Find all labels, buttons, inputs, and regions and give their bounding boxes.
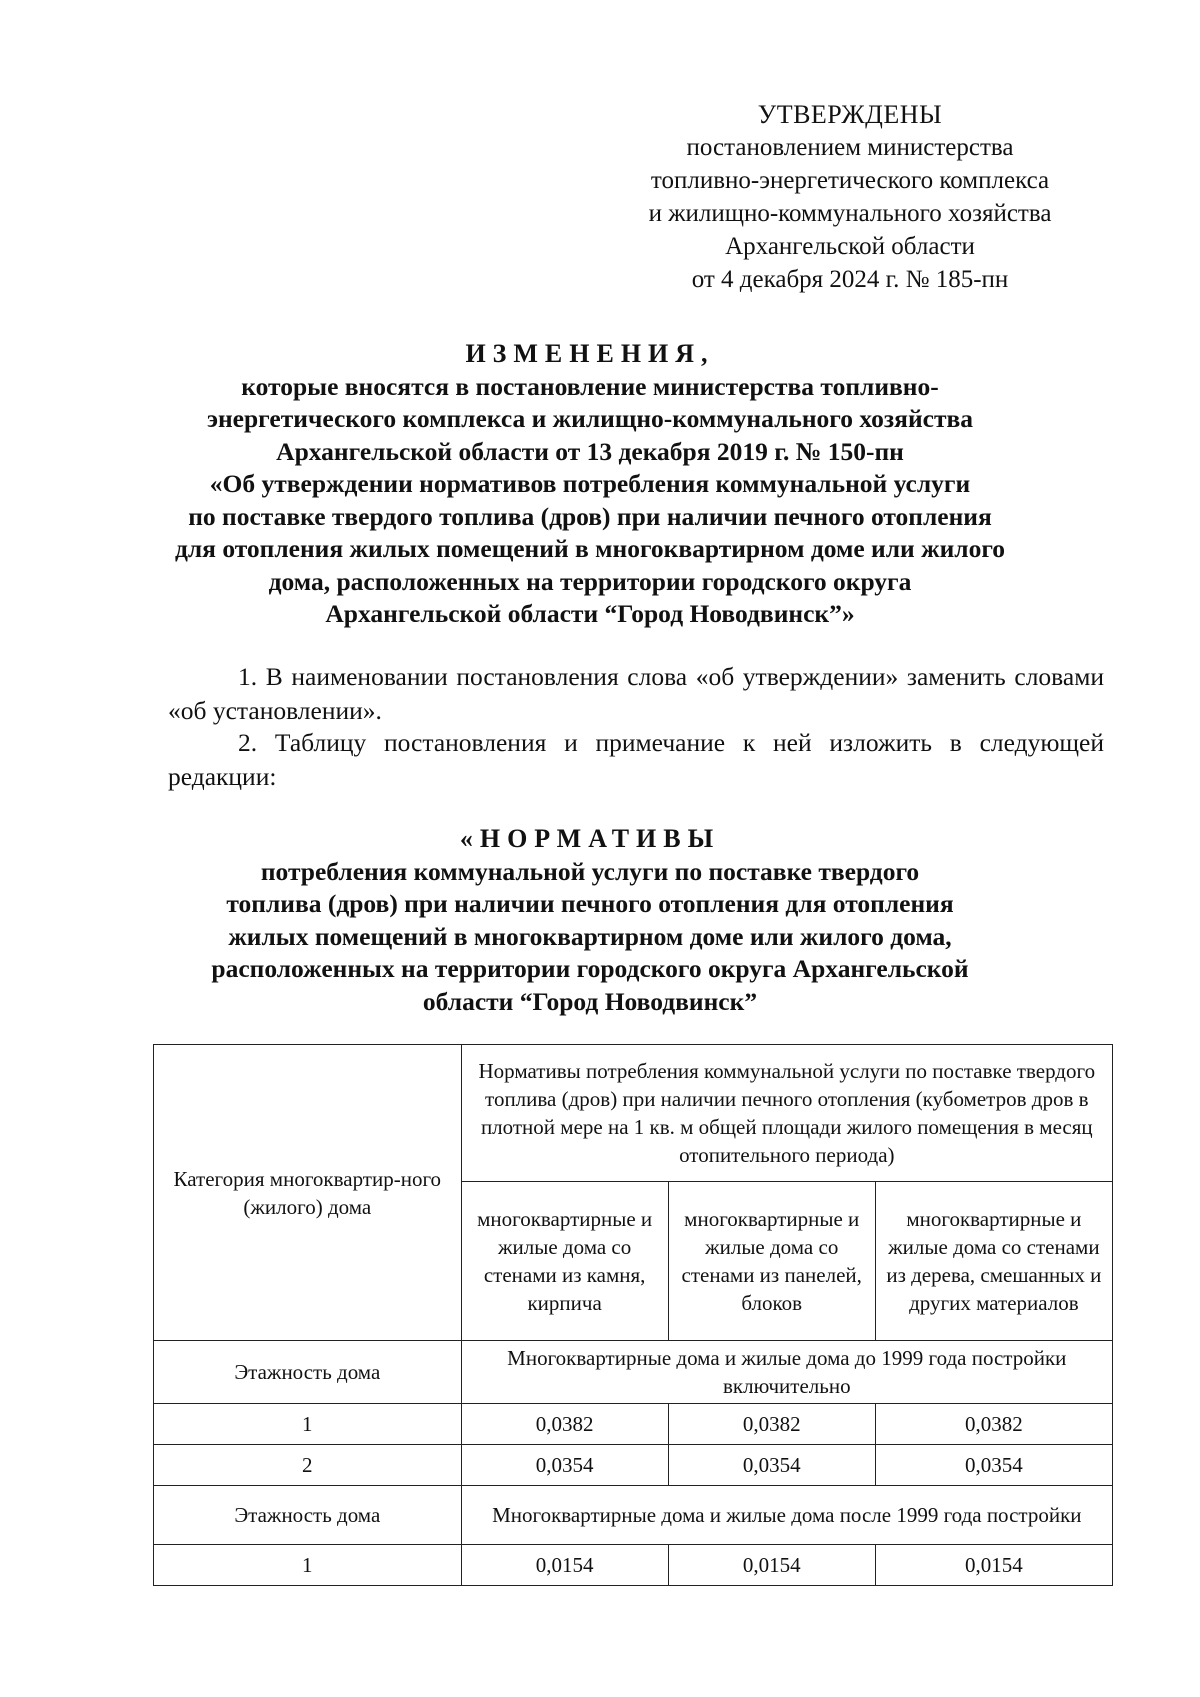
value-cell: 0,0382 bbox=[875, 1404, 1112, 1445]
category-header: Категория многоквартир-ного (жилого) дома bbox=[154, 1045, 462, 1341]
changes-line: Архангельской области от 13 декабря 2019 г. № 150-пн bbox=[276, 436, 904, 466]
floors-cell: 1 bbox=[154, 1404, 462, 1445]
paragraph-2-text: 2. Таблицу постановления и примечание к ней изложить в следующей редакции: bbox=[168, 728, 1104, 791]
approval-line: топливно-энергетического комплекса bbox=[650, 167, 1050, 194]
section-row bbox=[154, 1341, 1113, 1404]
value-cell: 0,0154 bbox=[875, 1545, 1112, 1586]
section-label: Этажность дома bbox=[154, 1341, 462, 1404]
floors-cell: 2 bbox=[154, 1445, 462, 1486]
changes-line: для отопления жилых помещений в многоквартирном доме или жилого bbox=[174, 534, 1006, 563]
changes-block bbox=[150, 338, 1030, 631]
floors-cell: 1 bbox=[154, 1545, 462, 1586]
approval-line: постановлением министерства bbox=[686, 134, 1014, 161]
norms-line: расположенных на территории городского округа Архангельской bbox=[211, 954, 969, 983]
value-cell: 0,0354 bbox=[461, 1445, 668, 1486]
norms-table bbox=[153, 1044, 1113, 1586]
norms-line: топлива (дров) при наличии печного отопления для отопления bbox=[226, 889, 954, 918]
col-header-stone: многоквартирные и жилые дома со стенами из камня, кирпича bbox=[461, 1182, 668, 1341]
changes-line: энергетического комплекса и жилищно-коммунального хозяйства bbox=[206, 404, 974, 433]
norm-header: Нормативы потребления коммунальной услуги по поставке твердого топлива (дров) при наличии печного отопления (кубометров дров в плотной мере на 1 кв. м общей площади жилого помещения в месяц отопительного периода) bbox=[461, 1045, 1112, 1182]
paragraph-2 bbox=[168, 726, 1104, 794]
table-header-row bbox=[154, 1045, 1113, 1182]
changes-line: по поставке твердого топлива (дров) при наличии печного отопления bbox=[188, 501, 992, 531]
changes-line: «Об утверждении нормативов потребления коммунальной услуги bbox=[209, 469, 971, 498]
approval-line: от 4 декабря 2024 г. № 185-пн bbox=[691, 266, 1009, 293]
norms-line: области “Город Новодвинск” bbox=[422, 986, 758, 1016]
paragraph-1 bbox=[168, 660, 1104, 728]
value-cell: 0,0154 bbox=[461, 1545, 668, 1586]
norms-line: потребления коммунальной услуги по поставке твердого bbox=[260, 856, 920, 886]
norms-block bbox=[150, 823, 1030, 1018]
norms-title: «НОРМАТИВЫ bbox=[459, 824, 721, 853]
table-row bbox=[154, 1404, 1113, 1445]
value-cell: 0,0382 bbox=[668, 1404, 875, 1445]
section-title: Многоквартирные дома и жилые дома после 1999 года постройки bbox=[461, 1486, 1112, 1545]
section-label: Этажность дома bbox=[154, 1486, 462, 1545]
section-title: Многоквартирные дома и жилые дома до 1999 года постройки включительно bbox=[461, 1341, 1112, 1404]
col-header-panel: многоквартирные и жилые дома со стенами из панелей, блоков bbox=[668, 1182, 875, 1341]
approval-block bbox=[600, 98, 1100, 296]
value-cell: 0,0154 bbox=[668, 1545, 875, 1586]
approval-line: и жилищно-коммунального хозяйства bbox=[648, 200, 1052, 227]
table-row bbox=[154, 1545, 1113, 1586]
section-row bbox=[154, 1486, 1113, 1545]
value-cell: 0,0354 bbox=[875, 1445, 1112, 1486]
changes-line: которые вносятся в постановление министерства топливно- bbox=[241, 371, 939, 401]
approval-line: Архангельской области bbox=[725, 233, 975, 260]
changes-title: ИЗМЕНЕНИЯ, bbox=[465, 339, 715, 368]
paragraph-1-text: 1. В наименовании постановления слова «об утверждении» заменить словами «об установлении». bbox=[168, 662, 1104, 725]
table-row bbox=[154, 1445, 1113, 1486]
value-cell: 0,0382 bbox=[461, 1404, 668, 1445]
changes-line: дома, расположенных на территории городского округа bbox=[268, 566, 912, 596]
norms-line: жилых помещений в многоквартирном доме или жилого дома, bbox=[228, 921, 952, 951]
changes-line: Архангельской области “Город Новодвинск”» bbox=[325, 599, 855, 628]
value-cell: 0,0354 bbox=[668, 1445, 875, 1486]
approval-heading: УТВЕРЖДЕНЫ bbox=[757, 100, 943, 129]
col-header-wood: многоквартирные и жилые дома со стенами из дерева, смешанных и других материалов bbox=[875, 1182, 1112, 1341]
